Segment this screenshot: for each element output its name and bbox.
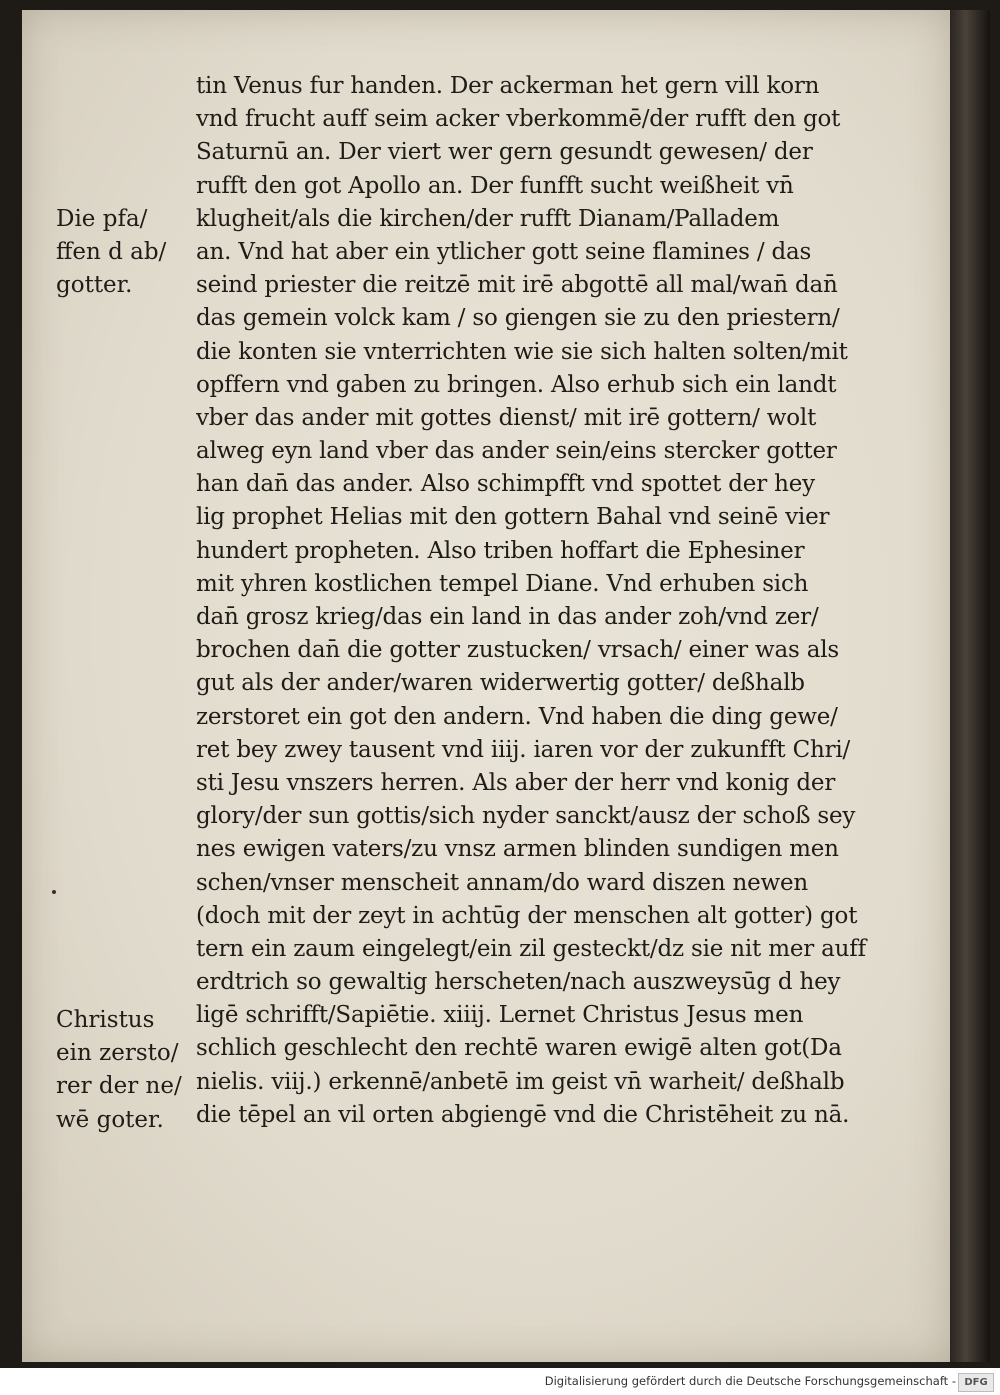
- margin-note-line: rer der ne/: [56, 1073, 182, 1100]
- text-line: vnd frucht auff seim acker vberkommē/der rufft den got: [196, 106, 841, 133]
- text-line: nielis. viij.) erkennē/anbetē im geist vn̄ warheit/ deßhalb: [196, 1068, 845, 1095]
- text-line: tern ein zaum eingelegt/ein zil gesteckt/dz sie nit mer auff: [196, 935, 866, 962]
- text-line: gut als der ander/waren widerwertig gotter/ deßhalb: [196, 670, 805, 697]
- text-line: dan̄ grosz krieg/das ein land in das ander zoh/vnd zer/: [196, 604, 819, 630]
- text-line: mit yhren kostlichen tempel Diane. Vnd erhuben sich: [196, 570, 809, 597]
- text-line: ligē schrifft/Sapiētie. xiiij. Lernet Christus Jesus men: [196, 1002, 804, 1029]
- text-line: schlich geschlecht den rechtē waren ewigē alten got(Da: [196, 1035, 842, 1062]
- text-line: die konten sie vnterrichten wie sie sich halten solten/mit: [196, 338, 848, 365]
- text-line: das gemein volck kam / so giengen sie zu den priestern/: [196, 305, 840, 332]
- text-line: han dan̄ das ander. Also schimpfft vnd spottet der hey: [196, 471, 815, 498]
- main-text-block: [196, 70, 942, 1132]
- margin-note-christus: [56, 1004, 196, 1137]
- text-line: lig prophet Helias mit den gottern Bahal vnd seinē vier: [196, 504, 830, 531]
- text-line: erdtrich so gewaltig herscheten/nach auszweysūg d hey: [196, 969, 841, 996]
- text-line: alweg eyn land vber das ander sein/eins stercker gotter: [196, 438, 837, 465]
- text-line: zerstoret ein got den andern. Vnd haben die ding gewe/: [196, 703, 838, 730]
- margin-note-line: gotter.: [56, 272, 133, 299]
- text-line: glory/der sun gottis/sich nyder sanckt/ausz der schoß sey: [196, 803, 856, 830]
- text-line: nes ewigen vaters/zu vnsz armen blinden sundigen men: [196, 836, 839, 863]
- text-line: (doch mit der zeyt in achtūg der menschen alt gotter) got: [196, 902, 858, 929]
- text-line: seind priester die reitzē mit irē abgottē all mal/wan̄ dan̄: [196, 272, 838, 299]
- text-line: klugheit/als die kirchen/der rufft Dianam/Palladem: [196, 205, 780, 232]
- text-line: opffern vnd gaben zu bringen. Also erhub sich ein landt: [196, 371, 837, 398]
- margin-note-line: wē goter.: [56, 1106, 164, 1133]
- dfg-logo: DFG: [958, 1373, 994, 1392]
- margin-note-line: ein zersto/: [56, 1040, 179, 1067]
- margin-note-pfaffen: [56, 203, 196, 303]
- funding-credit: Digitalisierung gefördert durch die Deutsche Forschungsgemeinschaft -: [544, 1374, 956, 1388]
- text-line: brochen dan̄ die gotter zustucken/ vrsach/ einer was als: [196, 637, 839, 664]
- text-line: hundert propheten. Also triben hoffart die Ephesiner: [196, 537, 805, 564]
- ink-speck: [52, 890, 56, 894]
- text-line: die tēpel an vil orten abgiengē vnd die Christēheit zu nā.: [196, 1101, 850, 1128]
- page-edge: [950, 10, 990, 1362]
- text-line: Saturnū an. Der viert wer gern gesundt gewesen/ der: [196, 139, 813, 166]
- footer-bar: [0, 1370, 1000, 1395]
- text-line: ret bey zwey tausent vnd iiij. iaren vor der zukunfft Chri/: [196, 736, 851, 763]
- margin-note-line: Die pfa/: [56, 206, 148, 232]
- text-line: tin Venus fur handen. Der ackerman het gern vill korn: [196, 73, 820, 99]
- text-line: vber das ander mit gottes dienst/ mit irē gottern/ wolt: [196, 404, 817, 431]
- margin-note-line: Christus: [56, 1007, 155, 1033]
- margin-note-line: ffen d ab/: [56, 239, 167, 266]
- text-line: schen/vnser menscheit annam/do ward diszen newen: [196, 869, 809, 896]
- text-line: rufft den got Apollo an. Der funfft sucht weißheit vn̄: [196, 172, 794, 199]
- text-line: sti Jesu vnszers herren. Als aber der herr vnd konig der: [196, 769, 836, 796]
- text-line: an. Vnd hat aber ein ytlicher gott seine flamines / das: [196, 238, 812, 265]
